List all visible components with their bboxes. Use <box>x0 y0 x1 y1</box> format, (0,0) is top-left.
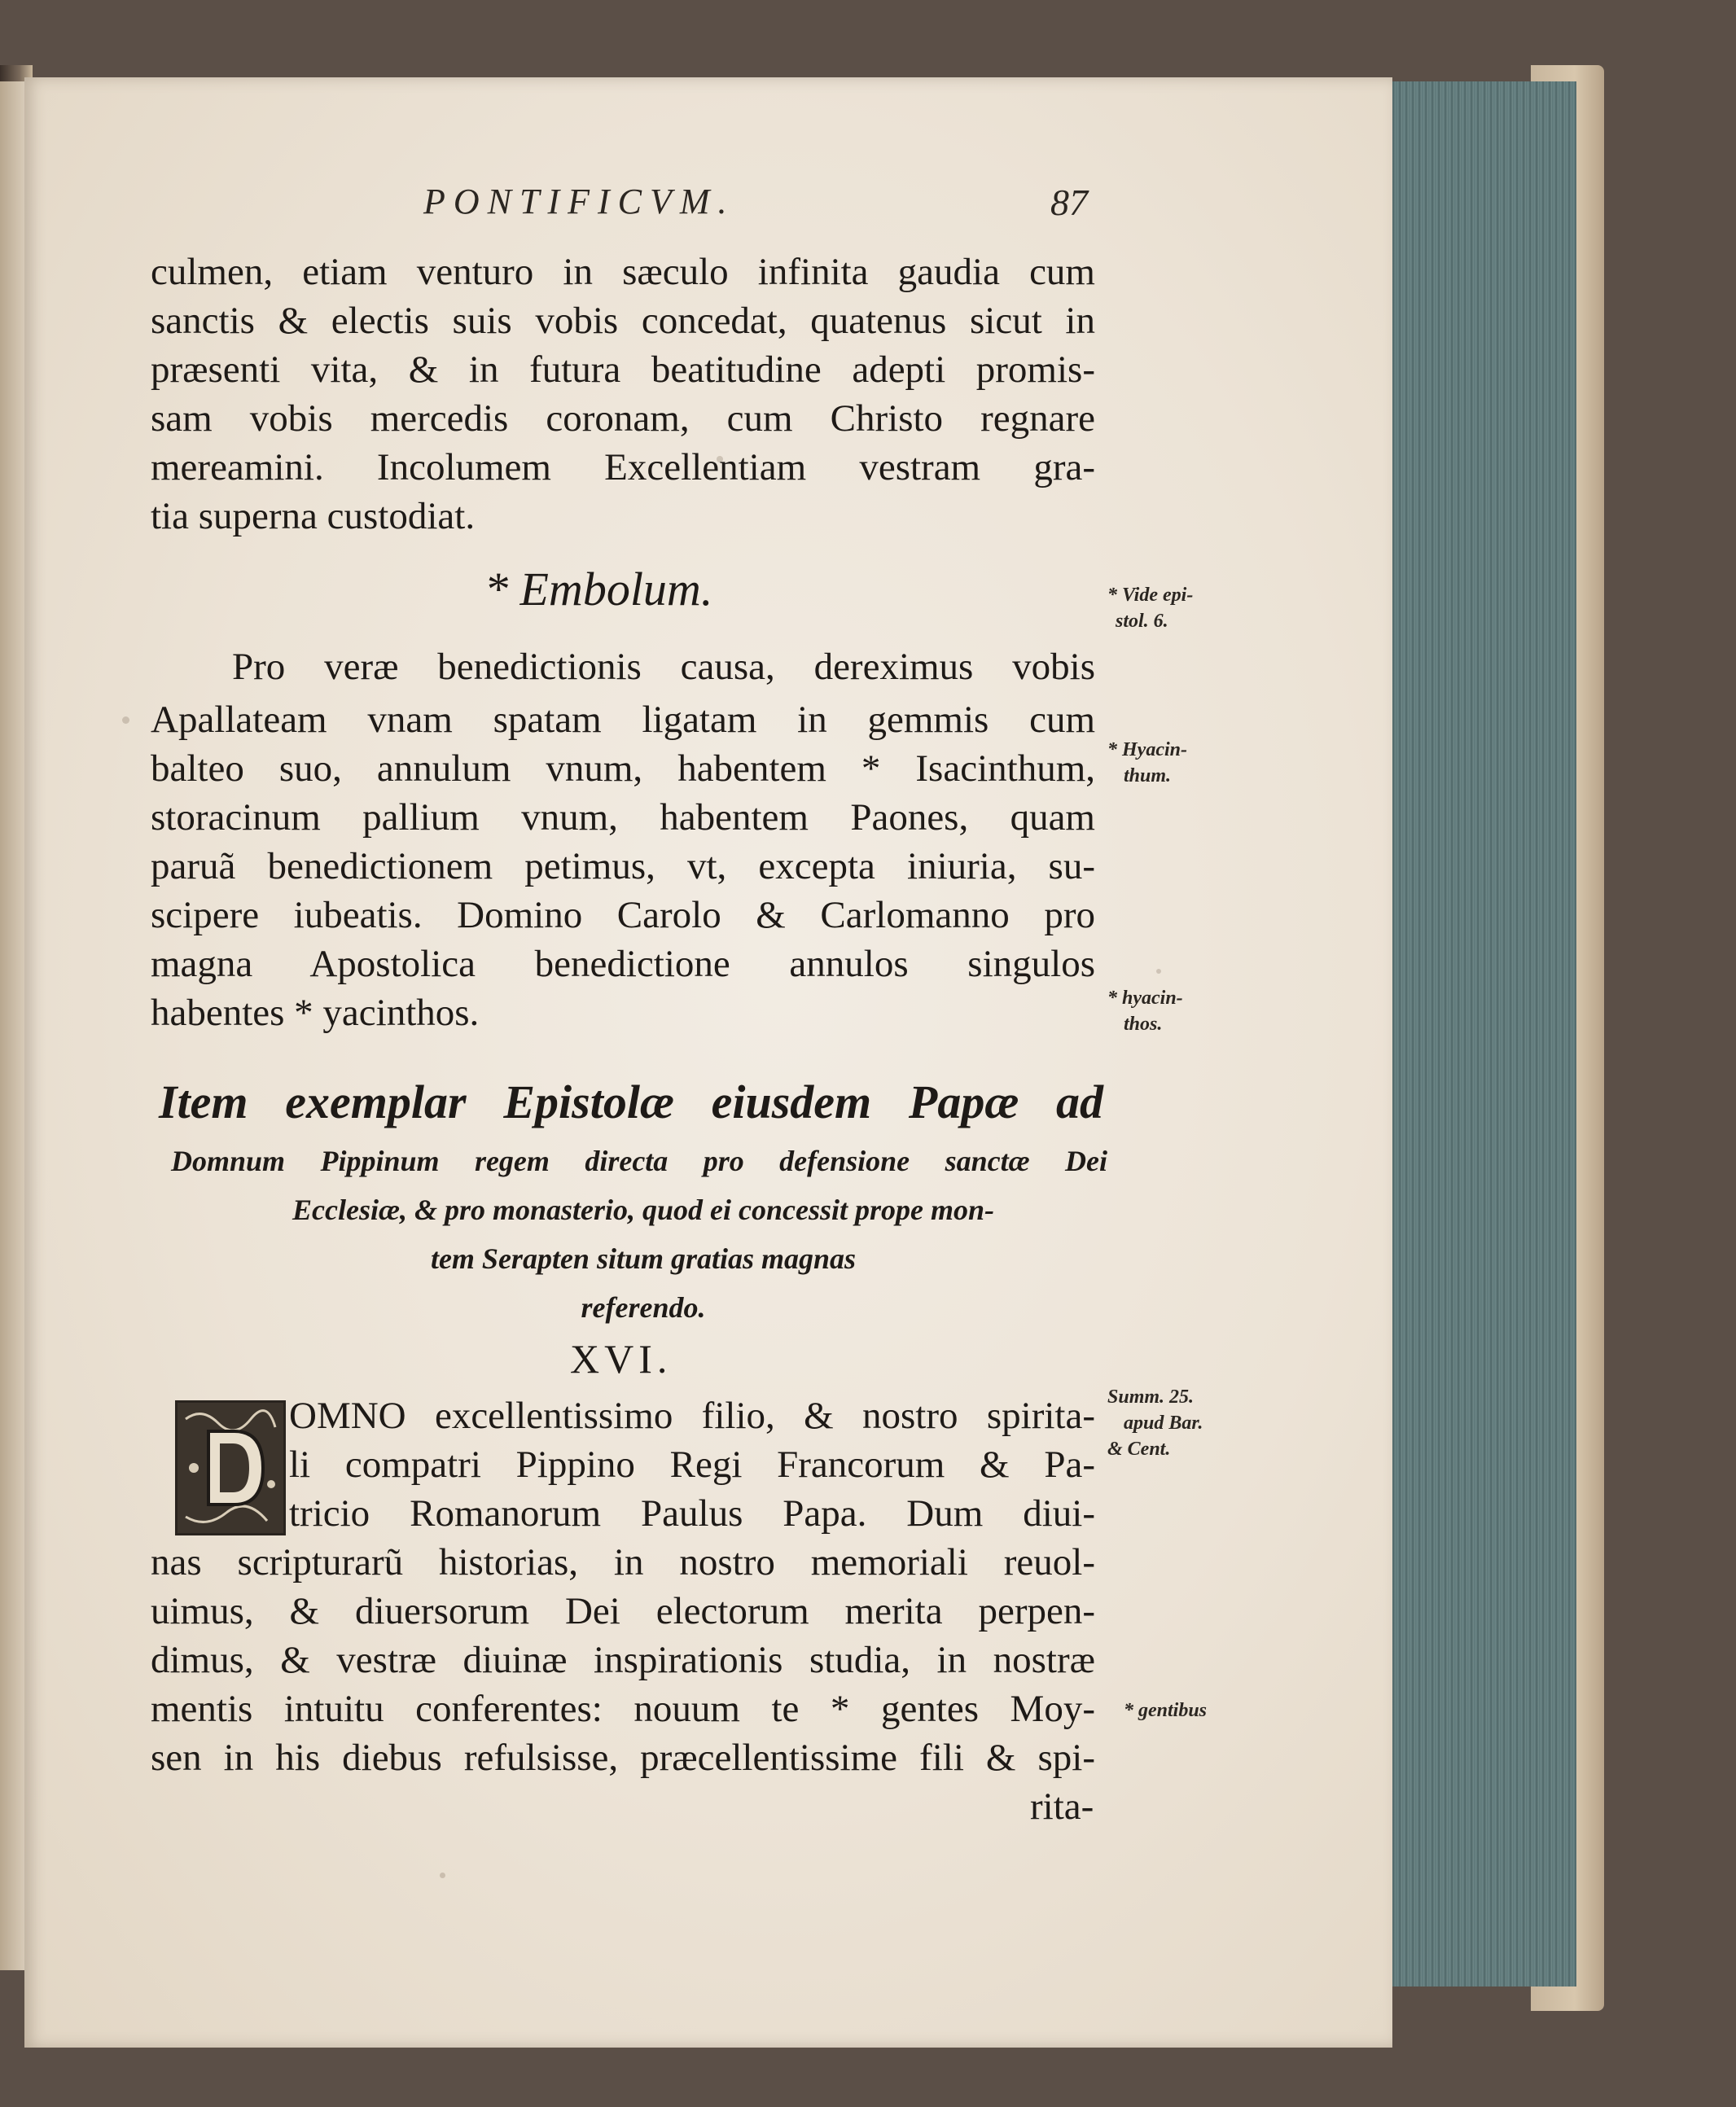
margin-note-line: apud Bar. <box>1124 1413 1203 1434</box>
chapter-number: XVI. <box>570 1336 673 1382</box>
margin-note <box>1107 985 1183 1037</box>
page-number: 87 <box>1050 182 1088 223</box>
margin-note-line: * Vide epi- <box>1107 585 1194 606</box>
margin-note-line: Summ. 25. <box>1107 1386 1195 1408</box>
margin-note-line: * Hyacin- <box>1107 739 1187 760</box>
text-line: sen in his diebus refulsisse, præcellentissime fili & spi- <box>151 1737 1095 1779</box>
text-line: scipere iubeatis. Domino Carolo & Carlomanno pro <box>151 894 1095 936</box>
text-line: Pro veræ benedictionis causa, dereximus vobis <box>232 646 1095 688</box>
section-heading: * Embolum. <box>484 563 713 615</box>
text-line: uimus, & diuersorum Dei electorum merita perpen- <box>151 1590 1095 1632</box>
text-line: præsenti vita, & in futura beatitudine adepti promis- <box>151 348 1095 391</box>
text-line: magna Apostolica benedictione annulos singulos <box>151 943 1095 985</box>
text-line: tia superna custodiat. <box>151 495 476 537</box>
text-line: balteo suo, annulum vnum, habentem * Isacinthum, <box>151 747 1095 790</box>
text-line: sanctis & electis suis vobis concedat, quatenus sicut in <box>151 300 1095 342</box>
text-line: habentes * yacinthos. <box>151 992 480 1034</box>
letter-title-line: referendo. <box>581 1291 706 1324</box>
text-line: culmen, etiam venturo in sæculo infinita gaudia cum <box>151 251 1095 293</box>
margin-note-line: * gentibus <box>1124 1700 1208 1721</box>
paper-speck <box>122 716 129 724</box>
text-line: dimus, & vestræ diuinæ inspirationis studia, in nostræ <box>151 1639 1095 1681</box>
text-line: nas scripturarũ historias, in nostro memoriali reuol- <box>151 1541 1095 1584</box>
paper-speck <box>1156 969 1161 974</box>
margin-note-line: thos. <box>1124 1014 1163 1035</box>
letter-title-line: tem Serapten situm gratias magnas <box>430 1242 857 1275</box>
page-block-edge <box>1384 81 1576 1987</box>
text-line: sam vobis mercedis coronam, cum Christo regnare <box>151 397 1095 440</box>
margin-note <box>1124 1697 1207 1724</box>
margin-note-line: stol. 6. <box>1116 611 1168 632</box>
margin-note-line: * hyacin- <box>1107 988 1183 1009</box>
text-line: Apallateam vnam spatam ligatam in gemmis cum <box>151 699 1095 741</box>
paper-speck <box>440 1873 445 1878</box>
letter-title-line: Domnum Pippinum regem directa pro defensione sanctæ Dei <box>171 1145 1107 1177</box>
letter-title-line: Ecclesiæ, & pro monasterio, quod ei concessit prope mon- <box>292 1194 994 1226</box>
initial-d-ornament <box>178 1403 283 1533</box>
text-line: li compatri Pippino Regi Francorum & Pa- <box>289 1443 1095 1486</box>
text-line: mereamini. Incolumem Excellentiam vestram gra- <box>151 446 1095 488</box>
margin-note <box>1107 582 1193 634</box>
catchword: rita- <box>1030 1785 1094 1828</box>
text-line: OMNO excellentissimo filio, & nostro spirita- <box>289 1395 1095 1437</box>
letter-title: Item exemplar Epistolæ eiusdem Papæ ad <box>159 1075 1103 1128</box>
decorated-initial <box>175 1400 286 1535</box>
text-line: storacinum pallium vnum, habentem Paones, quam <box>151 796 1095 839</box>
text-line: paruã benedictionem petimus, vt, excepta iniuria, su- <box>151 845 1095 887</box>
margin-note-line: thum. <box>1124 765 1172 786</box>
margin-note <box>1107 1384 1203 1462</box>
margin-note <box>1107 737 1187 789</box>
running-head: PONTIFICVM. <box>423 182 735 221</box>
text-line: mentis intuitu conferentes: nouum te * gentes Moy- <box>151 1688 1095 1730</box>
margin-note-line: & Cent. <box>1107 1439 1171 1460</box>
text-line: tricio Romanorum Paulus Papa. Dum diui- <box>289 1492 1095 1535</box>
